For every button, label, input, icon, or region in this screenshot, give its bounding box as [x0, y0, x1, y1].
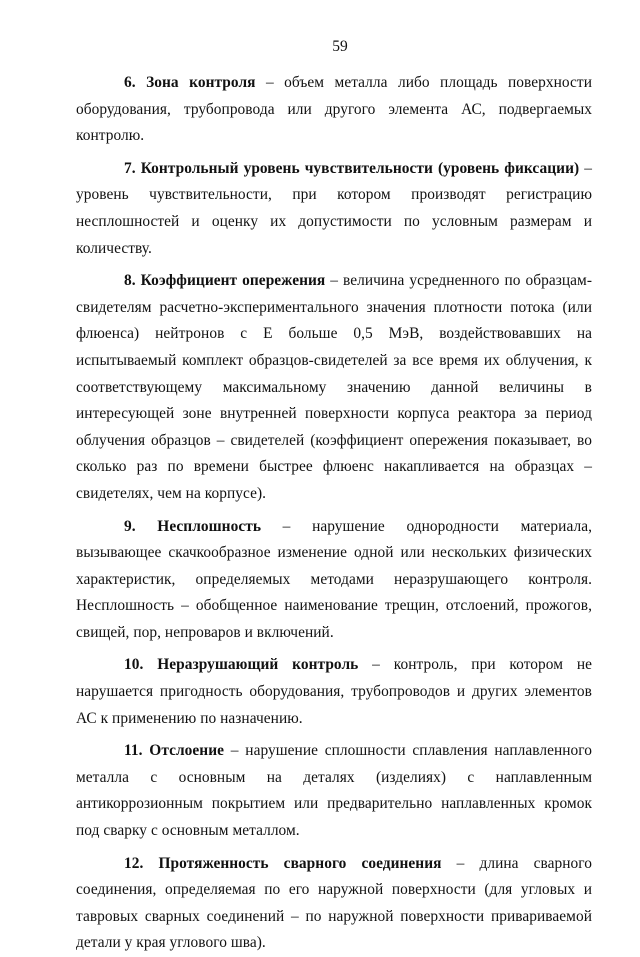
- definition-entry-7: [76, 156, 592, 262]
- entry-term: 10. Неразрушающий контроль: [124, 656, 359, 674]
- entry-term: 12. Протяженность сварного соединения: [124, 854, 442, 872]
- entry-definition: – уровень чувствительности, при котором производят регистрацию несплошностей и оценку их допустимости по условным размерам и количеству.: [76, 159, 592, 257]
- definition-entry-11: [76, 738, 592, 844]
- entry-definition: – контроль, при котором не нарушается пригодность оборудования, трубопроводов и других элементов АС к применению по назначению.: [76, 656, 592, 727]
- definition-entry-6: [76, 70, 592, 150]
- entry-definition: – нарушение сплошности сплавления наплавленного металла с основным на деталях (изделиях) с наплавленным антикоррозионным покрытием или предварительно наплавленных кромок под сварку с основным металлом.: [76, 742, 592, 840]
- entry-term: 9. Несплошность: [124, 517, 262, 535]
- definition-entry-12: [76, 851, 592, 957]
- definition-entry-8: [76, 268, 592, 507]
- entry-definition: – длина сварного соединения, определяемая по его наружной поверхности (для угловых и тавровых сварных соединений – по наружной поверхности привариваемой детали у края углового шва).: [76, 854, 592, 952]
- entry-term: 7. Контрольный уровень чувствительности (уровень фиксации): [124, 159, 580, 177]
- entry-term: 8. Коэффициент опережения: [124, 272, 326, 290]
- entry-term: 6. Зона контроля: [124, 74, 256, 91]
- page-number: 59: [332, 38, 348, 55]
- entry-definition: – объем металла либо площадь поверхности оборудования, трубопровода или другого элемента АС, подвергаемых контролю.: [76, 74, 592, 145]
- definition-entry-9: [76, 514, 592, 647]
- entry-definition: – нарушение однородности материала, вызывающее скачкообразное изменение одной или нескольких физических характеристик, определяемых методами неразрушающего контроля. Несплошность – обобщенное наименование трещин, отслоений, прожогов, свищей, пор, непроваров и включений.: [76, 517, 592, 641]
- entry-term: 11. Отслоение: [124, 742, 225, 760]
- entry-definition: – величина усредненного по образцам-свидетелям расчетно-экспериментального значения плотности потока (или флюенса) нейтронов с Е больше 0,5 МэВ, воздействовавших на испытываемый комплект образцов-свидетелей за все время их облучения, к соответствующему максимальному значению данной величины в интересующей зоне внутренней поверхности корпуса реактора за период облучения образцов – свидетелей (коэффициент опережения показывает, во сколько раз по времени быстрее флюенс накапливается на образцах – свидетелях, чем на корпусе).: [76, 272, 592, 502]
- definition-entry-10: [76, 652, 592, 732]
